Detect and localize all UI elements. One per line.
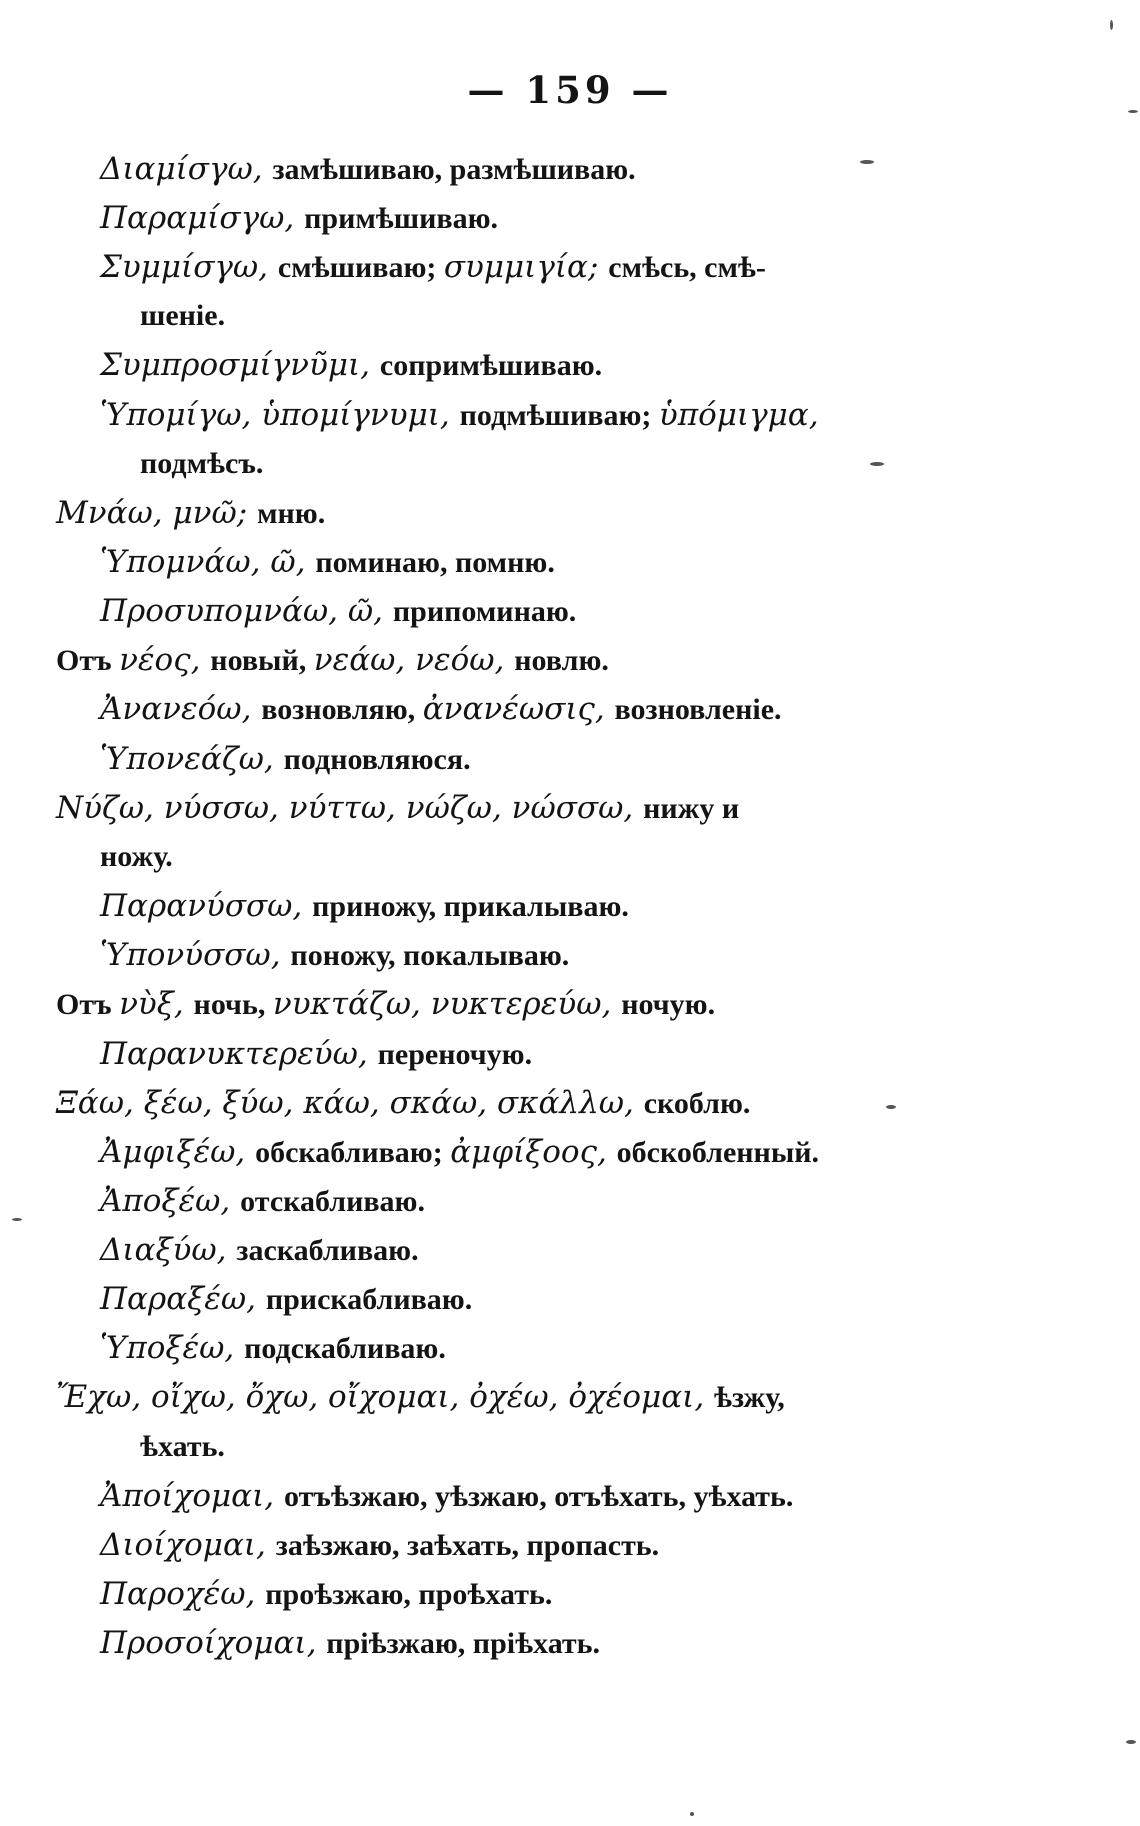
russian-translation: Отъ — [56, 644, 120, 677]
greek-word: Ὑπομίγω, ὑπομίγνυμι, — [100, 397, 460, 433]
greek-word: νέος, — [119, 642, 211, 678]
russian-translation: подмѣшиваю; — [459, 399, 659, 432]
entry-line — [56, 1079, 750, 1127]
russian-translation: ѣзжу, — [714, 1381, 785, 1414]
greek-word: Παραξέω, — [100, 1281, 266, 1317]
entry-line — [100, 685, 782, 733]
entry-line — [56, 1373, 785, 1421]
entry-line — [100, 341, 602, 389]
greek-word: νεάω, νεόω, — [313, 642, 515, 678]
russian-translation: подскабливаю. — [244, 1332, 446, 1365]
greek-word: νυκτάζω, νυκτερεύω, — [272, 986, 622, 1022]
greek-word: Ἀποίχομαι, — [100, 1478, 284, 1514]
greek-word: Διοίχομαι, — [100, 1527, 276, 1563]
entry-line — [100, 1521, 659, 1569]
entry-line — [100, 735, 471, 783]
russian-translation: Отъ — [56, 988, 120, 1021]
entry-line — [100, 1177, 425, 1225]
russian-translation: сопримѣшиваю. — [379, 349, 603, 382]
greek-word: Προσοίχομαι, — [100, 1625, 327, 1661]
russian-translation: заѣзжаю, заѣхать, пропасть. — [275, 1529, 660, 1562]
russian-translation: прискабливаю. — [265, 1283, 473, 1316]
russian-translation: новлю. — [514, 644, 609, 677]
greek-word: συμμιγία; — [443, 249, 609, 285]
greek-word: Ὑπονεάζω, — [100, 741, 284, 777]
greek-word: Ὑπονύσσω, — [100, 937, 291, 973]
entry-line — [100, 1226, 419, 1274]
scan-speck — [886, 1105, 896, 1109]
greek-word: Παρανύσσω, — [100, 888, 313, 924]
russian-translation: возновленіе. — [614, 693, 782, 726]
russian-translation: заскабливаю. — [236, 1234, 419, 1267]
entry-line — [100, 1030, 532, 1078]
entry-line — [100, 1275, 472, 1323]
greek-word: Παροχέω, — [100, 1576, 266, 1612]
russian-translation: отскабливаю. — [240, 1185, 425, 1218]
russian-translation: ножу. — [100, 840, 173, 873]
russian-translation: переночую. — [377, 1038, 533, 1071]
greek-word: Ξάω, ξέω, ξύω, κάω, σκάω, σκάλλω, — [56, 1085, 644, 1121]
entry-line — [140, 292, 225, 340]
russian-translation: мню. — [257, 497, 326, 530]
greek-word: Νύζω, νύσσω, νύττω, νώζω, νώσσω, — [56, 790, 644, 826]
greek-word: Διαξύω, — [100, 1232, 237, 1268]
entry-line — [100, 538, 555, 586]
entry-line — [56, 489, 325, 537]
scan-speck — [870, 462, 884, 466]
entry-line — [140, 440, 263, 488]
russian-translation: нижу и — [643, 792, 740, 825]
russian-translation: замѣшиваю, размѣшиваю. — [272, 153, 636, 186]
russian-translation: возновляю, — [261, 693, 423, 726]
russian-translation: припоминаю. — [392, 595, 577, 628]
russian-translation: приножу, прикалываю. — [312, 890, 629, 923]
scan-speck — [860, 160, 874, 164]
greek-word: Ἔχω, οἴχω, ὄχω, οἴχομαι, ὀχέω, ὀχέομαι, — [56, 1379, 715, 1415]
entry-line — [100, 1619, 600, 1667]
entry-line — [100, 1472, 793, 1520]
entry-line — [100, 145, 636, 193]
greek-word: Μνάω, μνῶ; — [56, 495, 258, 531]
greek-word: Παραμίσγω, — [100, 200, 305, 236]
page-number: — 159 — — [467, 68, 673, 112]
russian-translation: отъѣзжаю, уѣзжаю, отъѣхать, уѣхать. — [283, 1480, 794, 1513]
russian-translation: шеніе. — [140, 299, 226, 332]
entry-line — [140, 1423, 225, 1471]
russian-translation: новый, — [210, 644, 314, 677]
russian-translation: подмѣсъ. — [140, 447, 264, 480]
entry-line — [56, 636, 609, 684]
scan-speck — [1128, 110, 1138, 113]
russian-translation: ѣхать. — [140, 1430, 225, 1463]
russian-translation: примѣшиваю. — [304, 202, 499, 235]
scan-speck — [1126, 1740, 1136, 1744]
greek-word: Παρανυκτερεύω, — [100, 1036, 378, 1072]
russian-translation: ночую. — [621, 988, 716, 1021]
entry-line — [100, 882, 629, 930]
greek-word: Ἀμφιξέω, — [100, 1134, 256, 1170]
greek-word: ἀμφίξοος, — [450, 1134, 617, 1170]
greek-word: Ὑποξέω, — [100, 1330, 245, 1366]
entry-line — [100, 194, 498, 242]
scan-speck — [12, 1218, 22, 1221]
russian-translation: смѣсь, смѣ- — [608, 251, 766, 284]
russian-translation: пріѣзжаю, пріѣхать. — [326, 1627, 601, 1660]
russian-translation: ночь, — [193, 988, 273, 1021]
greek-word: Ἀποξέω, — [100, 1183, 241, 1219]
greek-word: Συμμίσγω, — [100, 249, 278, 285]
russian-translation: скоблю. — [643, 1087, 751, 1120]
entry-line — [100, 587, 576, 635]
greek-word: Προσυπομνάω, ῶ, — [100, 593, 393, 629]
entry-line — [100, 243, 766, 291]
greek-word: ἀνανέωσις, — [422, 691, 615, 727]
entry-line — [100, 1570, 552, 1618]
greek-word: Ἀνανεόω, — [100, 691, 262, 727]
entry-line — [100, 1128, 819, 1176]
scan-speck — [1110, 20, 1113, 30]
entry-line — [100, 1324, 446, 1372]
greek-word: νὺξ, — [119, 986, 194, 1022]
russian-translation: подновляюся. — [283, 743, 471, 776]
russian-translation: поножу, покалываю. — [290, 939, 570, 972]
russian-translation: обскобленный. — [616, 1136, 820, 1169]
entry-line — [100, 391, 819, 439]
entry-line — [100, 833, 173, 881]
russian-translation: обскабливаю; — [255, 1136, 451, 1169]
greek-word: Διαμίσγω, — [100, 151, 273, 187]
russian-translation: смѣшиваю; — [277, 251, 444, 284]
greek-word: Συμπροσμίγνῦμι, — [100, 347, 380, 383]
entry-line — [56, 980, 715, 1028]
greek-word: ὑπόμιγμα, — [658, 397, 819, 433]
russian-translation: поминаю, помню. — [315, 546, 555, 579]
entry-line — [56, 784, 739, 832]
greek-word: Ὑπομνάω, ῶ, — [100, 544, 316, 580]
russian-translation: проѣзжаю, проѣхать. — [265, 1578, 553, 1611]
scan-speck — [690, 1812, 694, 1816]
entry-line — [100, 931, 569, 979]
